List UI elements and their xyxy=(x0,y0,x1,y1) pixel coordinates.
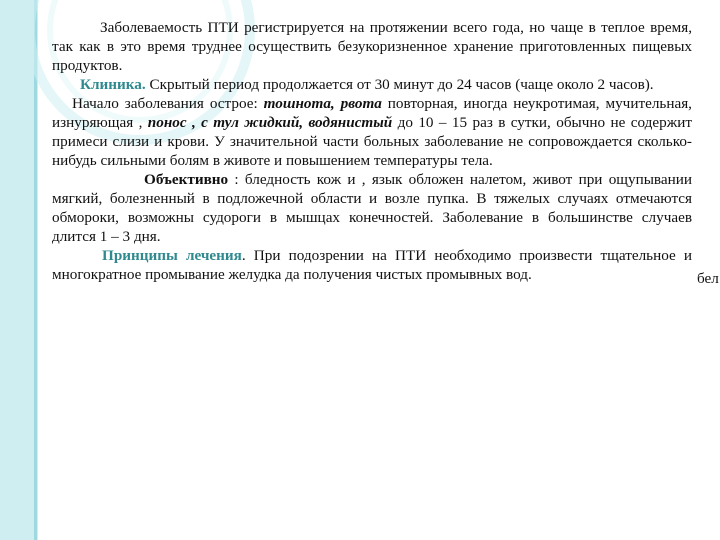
emphasis-stool: понос , с тул жидкий, водянистый xyxy=(147,114,393,131)
paragraph-objective xyxy=(52,170,692,246)
paragraph-text: повторная, иногда неукротимая, мучительная, изнуряющая , xyxy=(52,95,692,131)
paragraph-text: до 10 – 15 раз в сутки, обычно не содержит примеси слизи и крови. У значительной части больных заболевание не сопровождается сколько-нибудь сильными болям в животе и повышением температуры тела. xyxy=(52,114,692,169)
emphasis-symptoms: тошнота, рвота xyxy=(263,95,382,112)
left-decor-stripe xyxy=(34,0,37,540)
paragraph-text: : бледность кож и , язык обложен налетом, живот при ощупывании мягкий, болезненный в подложечной области и возле пупка. В тяжелых случаях отмечаются обмороки, возможны судороги в мышцах конечностей. Заболевание в большинстве случаев длится 1 – 3 дня. xyxy=(52,171,692,245)
paragraph-text: Заболеваемость ПТИ регистрируется на протяжении всего года, но чаще в теплое время, так как в это время труднее осуществить безукоризненное хранение приготовленных пищевых продуктов. xyxy=(52,19,692,74)
clipped-word: бел xyxy=(697,270,719,287)
paragraph-treatment xyxy=(52,246,692,284)
paragraph-onset xyxy=(52,94,692,170)
paragraph-clinic xyxy=(52,75,692,94)
document-body xyxy=(52,18,692,284)
heading-treatment: Принципы лечения xyxy=(102,247,242,264)
heading-clinic: Клиника. xyxy=(80,76,146,93)
paragraph-text: Скрытый период продолжается от 30 минут до 24 часов (чаще около 2 часов). xyxy=(145,76,654,93)
paragraph-text: . При подозрении на ПТИ необходимо произвести тщательное и многократное промывание желудка да получения чистых промывных вод. xyxy=(52,247,692,283)
paragraph-epidemiology xyxy=(52,18,692,75)
heading-objective: Объективно xyxy=(144,171,229,188)
left-decor-band xyxy=(0,0,38,540)
paragraph-text: Начало заболевания острое: xyxy=(72,95,264,112)
